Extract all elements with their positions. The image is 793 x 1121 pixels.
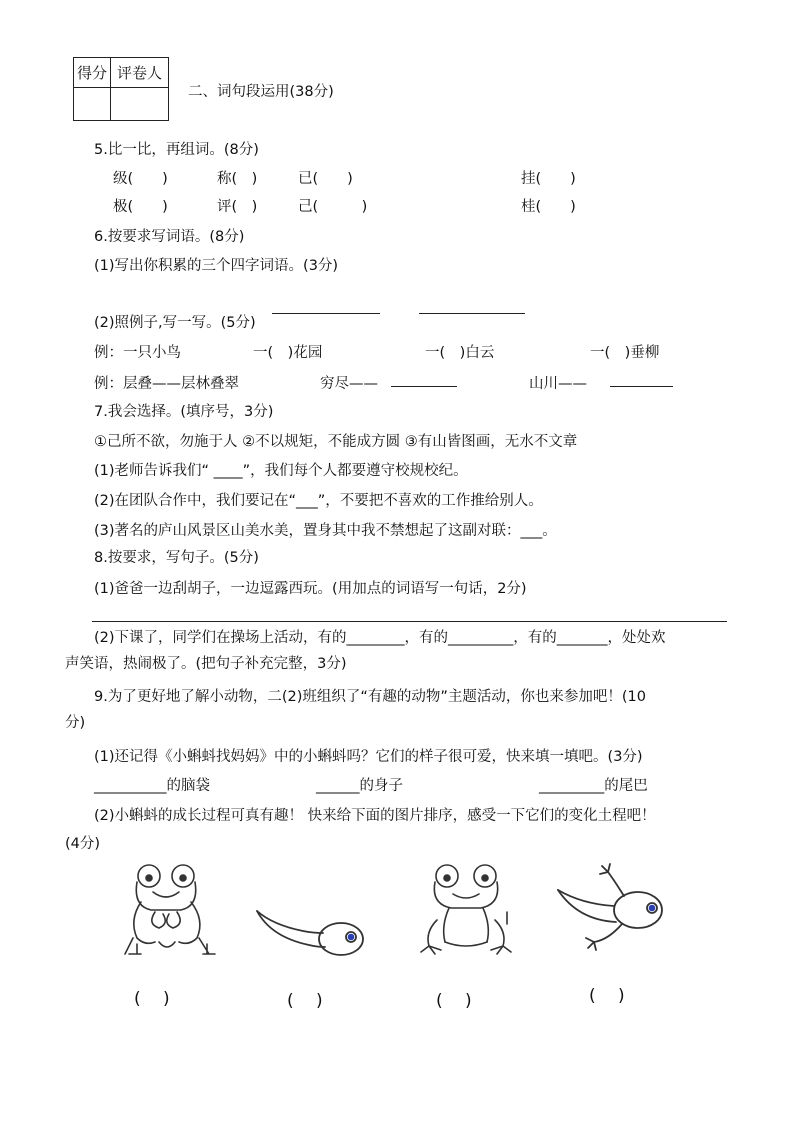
score-label: 得分 [74,58,111,88]
q6-part1: (1)写出你积累的三个四字词语。(3分) [94,258,339,274]
q6-ex1-example: 例：一只小鸟 [94,345,181,361]
q9-p1: (1)还记得《小蝌蚪找妈妈》中的小蝌蚪吗？它们的样子很可爱，快来填一填吧。(3分) [94,749,643,765]
grader-label: 评卷人 [111,58,169,88]
answer-paren-4[interactable]: ( ) [589,986,625,1006]
grader-cell[interactable] [111,88,169,121]
q7-options: ①己所不欲，勿施于人 ②不以规矩，不能成方圆 ③有山皆图画，无水不文章 [94,434,578,450]
q9-blank-tail: _________的尾巴 [539,778,648,794]
q6-ex2-example: 例：层叠——层林叠翠 [94,376,239,392]
answer-line[interactable] [610,386,673,387]
answer-line[interactable] [92,621,727,622]
q6-part2: (2)照例子,写一写。(5分) [94,315,256,331]
q5-r2-2: 评( ) [217,199,258,215]
q5-r1-3: 已( ) [298,171,353,187]
q6-title: 6.按要求写词语。(8分) [94,229,245,245]
q9-title: 9.为了更好地了解小动物，二(2)班组织了“有趣的动物”主题活动，你也来参加吧！(10 [94,689,647,705]
q9-title-cont: 分) [65,715,86,731]
q5-r1-4: 挂( ) [521,171,576,187]
q5-title: 5.比一比，再组词。(8分) [94,142,259,158]
q8-s2b: 声笑语，热闹极了。(把句子补充完整，3分) [65,656,347,672]
frog-icon [415,860,520,960]
q6-ex1-a: 一( )花园 [253,345,323,361]
q7-s2: (2)在团队合作中，我们要记在“___”，不要把不喜欢的工作推给别人。 [94,493,543,509]
q5-r1-1: 级( ) [113,171,168,187]
answer-paren-2[interactable]: ( ) [287,991,323,1011]
answer-paren-3[interactable]: ( ) [436,991,472,1011]
q6-ex1-c: 一( )垂柳 [590,345,660,361]
answer-line[interactable] [391,386,457,387]
q6-ex2-b: 山川—— [529,376,587,392]
q5-r1-2: 称( ) [217,171,258,187]
q6-ex1-b: 一( )白云 [425,345,495,361]
q8-s2a: (2)下课了，同学们在操场上活动，有的________，有的_________，有的_______，处处欢 [94,630,666,646]
q5-r2-1: 极( ) [113,199,168,215]
young-frog-icon [115,858,225,968]
tadpole-icon [253,895,373,965]
q8-s1: (1)爸爸一边刮胡子，一边逗露西玩。(用加点的词语写一句话，2分) [94,581,527,597]
q5-r2-3: 己( ) [298,199,368,215]
section-title: 二、词句段运用(38分) [188,84,334,100]
q8-title: 8.按要求，写句子。(5分) [94,550,259,566]
q9-blank-body: ______的身子 [316,778,403,794]
tadpole-with-legs-icon [552,860,682,960]
q6-ex2-a: 穷尽—— [320,376,378,392]
score-cell[interactable] [74,88,111,121]
answer-line[interactable] [272,313,380,314]
q5-r2-4: 桂( ) [521,199,576,215]
q7-s1: (1)老师告诉我们“ ____”，我们每个人都要遵守校规校纪。 [94,463,468,479]
answer-line[interactable] [419,313,525,314]
q7-s3: (3)著名的庐山风景区山美水美，置身其中我不禁想起了这副对联：___。 [94,523,557,539]
q9-blank-head: __________的脑袋 [94,778,210,794]
q9-p2-cont: (4分) [65,836,101,852]
answer-paren-1[interactable]: ( ) [134,989,170,1009]
score-table [73,57,169,121]
q9-p2: (2)小蝌蚪的成长过程可真有趣！ 快来给下面的图片排序，感受一下它们的变化土程吧！ [94,808,656,824]
q7-title: 7.我会选择。(填序号，3分) [94,404,274,420]
